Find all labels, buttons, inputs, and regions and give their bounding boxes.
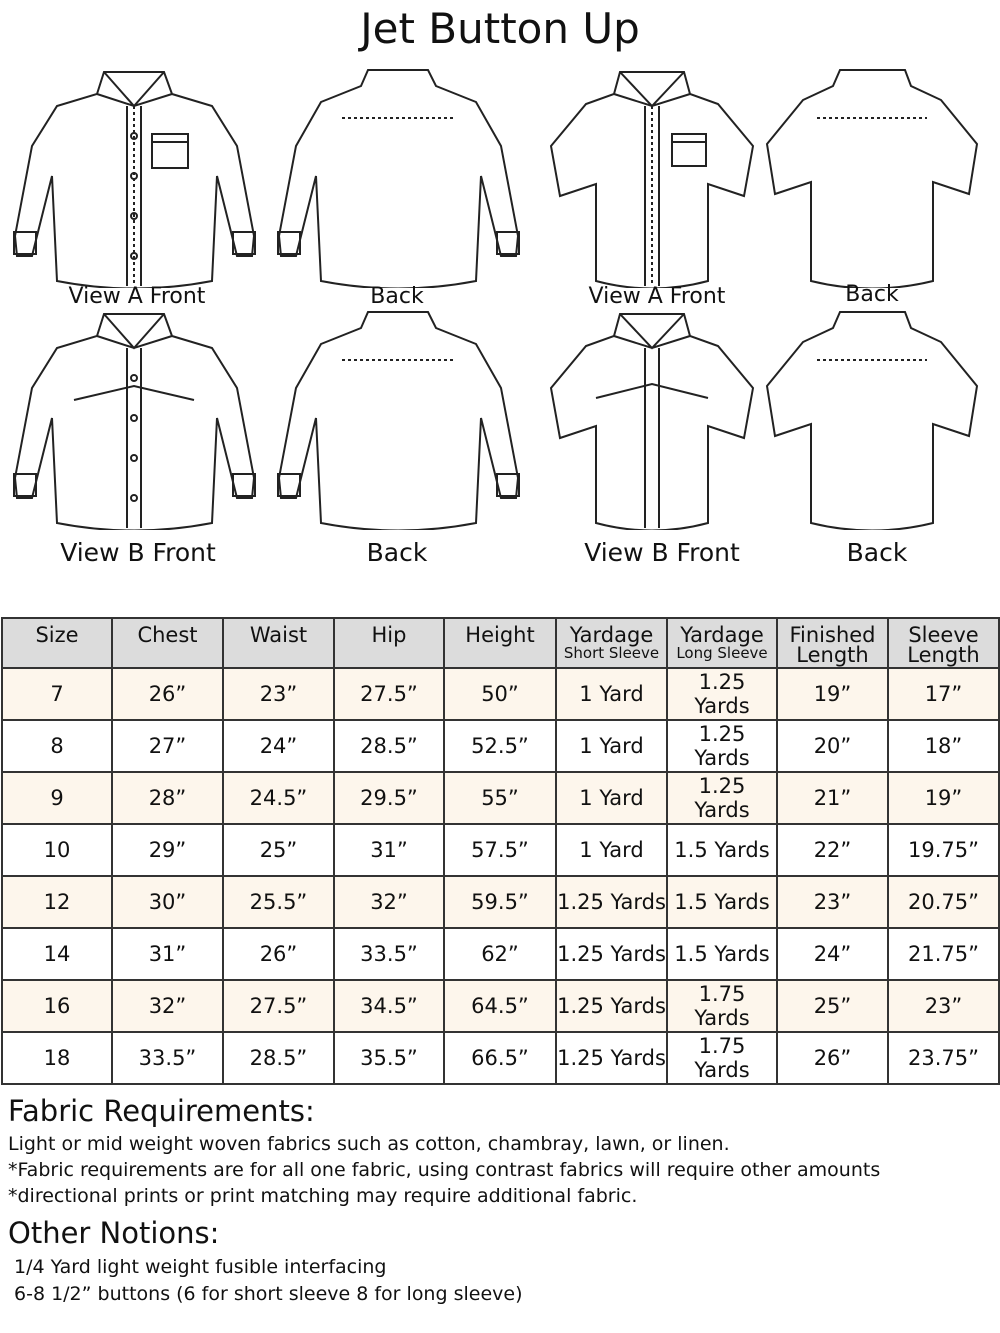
- table-cell: 25”: [223, 824, 334, 876]
- table-cell: 23.75”: [888, 1032, 999, 1084]
- view-label: View B Front: [60, 538, 216, 567]
- table-cell: 20”: [777, 720, 888, 772]
- table-cell: 19”: [888, 772, 999, 824]
- table-cell: 8: [2, 720, 112, 772]
- table-row: [2, 772, 999, 824]
- fabric-line: Light or mid weight woven fabrics such as cotton, chambray, lawn, or linen.: [8, 1133, 730, 1155]
- table-cell: 34.5”: [334, 980, 444, 1032]
- table-cell: 1 Yard: [556, 668, 667, 720]
- header-height: Height: [444, 618, 556, 668]
- table-cell: 1.75 Yards: [667, 980, 777, 1032]
- shirt-view-a-back-short: [765, 66, 980, 288]
- table-row: [2, 1032, 999, 1084]
- table-cell: 24”: [777, 928, 888, 980]
- table-cell: 19”: [777, 668, 888, 720]
- table-cell: 26”: [777, 1032, 888, 1084]
- table-cell: 12: [2, 876, 112, 928]
- shirt-view-a-back-long: [276, 66, 521, 288]
- table-cell: 33.5”: [334, 928, 444, 980]
- table-cell: 1 Yard: [556, 720, 667, 772]
- table-cell: 59.5”: [444, 876, 556, 928]
- table-row: [2, 928, 999, 980]
- view-label: Back: [846, 538, 908, 567]
- table-cell: 30”: [112, 876, 223, 928]
- table-cell: 29.5”: [334, 772, 444, 824]
- table-cell: 66.5”: [444, 1032, 556, 1084]
- shirt-view-b-back-long: [276, 308, 521, 530]
- table-header-row: [2, 618, 999, 668]
- header-waist: Waist: [223, 618, 334, 668]
- table-cell: 1.25 Yards: [667, 772, 777, 824]
- table-cell: 17”: [888, 668, 999, 720]
- table-cell: 35.5”: [334, 1032, 444, 1084]
- table-cell: 24”: [223, 720, 334, 772]
- shirt-view-a-front-short: [548, 66, 756, 288]
- header-size: Size: [2, 618, 112, 668]
- table-cell: 1.25 Yards: [556, 980, 667, 1032]
- table-cell: 1.5 Yards: [667, 928, 777, 980]
- table-cell: 19.75”: [888, 824, 999, 876]
- table-cell: 26”: [223, 928, 334, 980]
- table-cell: 1.25 Yards: [667, 668, 777, 720]
- shirt-view-b-back-short: [765, 308, 980, 530]
- table-cell: 23”: [777, 876, 888, 928]
- table-cell: 22”: [777, 824, 888, 876]
- view-label: Back: [845, 282, 899, 307]
- table-row: [2, 720, 999, 772]
- table-cell: 9: [2, 772, 112, 824]
- shirt-view-b-front-short: [548, 308, 756, 530]
- fabric-requirements-heading: Fabric Requirements:: [8, 1094, 315, 1128]
- table-cell: 27.5”: [334, 668, 444, 720]
- table-cell: 21”: [777, 772, 888, 824]
- table-cell: 23”: [223, 668, 334, 720]
- notion-line: 1/4 Yard light weight fusible interfacing: [14, 1256, 387, 1278]
- table-cell: 26”: [112, 668, 223, 720]
- fabric-line: *directional prints or print matching may require additional fabric.: [8, 1185, 638, 1207]
- table-cell: 28”: [112, 772, 223, 824]
- view-label: View B Front: [584, 538, 740, 567]
- table-cell: 50”: [444, 668, 556, 720]
- table-cell: 10: [2, 824, 112, 876]
- table-cell: 24.5”: [223, 772, 334, 824]
- other-notions-heading: Other Notions:: [8, 1216, 220, 1250]
- table-cell: 14: [2, 928, 112, 980]
- header-hip: Hip: [334, 618, 444, 668]
- shirt-view-a-front-long: [12, 66, 257, 288]
- table-cell: 31”: [112, 928, 223, 980]
- table-cell: 1.5 Yards: [667, 876, 777, 928]
- table-row: [2, 824, 999, 876]
- table-cell: 21.75”: [888, 928, 999, 980]
- table-cell: 25”: [777, 980, 888, 1032]
- table-cell: 23”: [888, 980, 999, 1032]
- table-cell: 52.5”: [444, 720, 556, 772]
- table-cell: 20.75”: [888, 876, 999, 928]
- table-cell: 28.5”: [334, 720, 444, 772]
- table-cell: 1 Yard: [556, 824, 667, 876]
- table-cell: 16: [2, 980, 112, 1032]
- fabric-line: *Fabric requirements are for all one fabric, using contrast fabrics will require other amounts: [8, 1159, 881, 1181]
- table-cell: 18: [2, 1032, 112, 1084]
- table-cell: 1.5 Yards: [667, 824, 777, 876]
- table-cell: 64.5”: [444, 980, 556, 1032]
- page-title: Jet Button Up: [360, 4, 640, 53]
- header-yardage-short: Yardage Short Sleeve: [556, 618, 667, 668]
- table-cell: 55”: [444, 772, 556, 824]
- shirt-view-b-front-long: [12, 308, 257, 530]
- table-cell: 1.75 Yards: [667, 1032, 777, 1084]
- table-cell: 25.5”: [223, 876, 334, 928]
- table-cell: 32”: [334, 876, 444, 928]
- view-label: View A Front: [588, 284, 726, 309]
- table-cell: 1.25 Yards: [556, 1032, 667, 1084]
- table-row: [2, 668, 999, 720]
- header-sleeve-length: Sleeve Length: [888, 618, 999, 668]
- table-cell: 33.5”: [112, 1032, 223, 1084]
- table-row: [2, 980, 999, 1032]
- table-cell: 1.25 Yards: [667, 720, 777, 772]
- table-cell: 7: [2, 668, 112, 720]
- table-cell: 31”: [334, 824, 444, 876]
- table-cell: 62”: [444, 928, 556, 980]
- table-cell: 18”: [888, 720, 999, 772]
- table-cell: 27.5”: [223, 980, 334, 1032]
- table-cell: 57.5”: [444, 824, 556, 876]
- view-label: Back: [370, 284, 424, 309]
- table-cell: 29”: [112, 824, 223, 876]
- table-row: [2, 876, 999, 928]
- table-cell: 1.25 Yards: [556, 928, 667, 980]
- table-cell: 32”: [112, 980, 223, 1032]
- notion-line: 6-8 1/2” buttons (6 for short sleeve 8 for long sleeve): [14, 1283, 523, 1305]
- view-label: Back: [366, 538, 428, 567]
- table-cell: 27”: [112, 720, 223, 772]
- header-yardage-long: Yardage Long Sleeve: [667, 618, 777, 668]
- size-chart-table: [1, 617, 1000, 1085]
- table-cell: 1.25 Yards: [556, 876, 667, 928]
- header-chest: Chest: [112, 618, 223, 668]
- header-finished-length: Finished Length: [777, 618, 888, 668]
- table-cell: 1 Yard: [556, 772, 667, 824]
- view-label: View A Front: [68, 284, 206, 309]
- table-cell: 28.5”: [223, 1032, 334, 1084]
